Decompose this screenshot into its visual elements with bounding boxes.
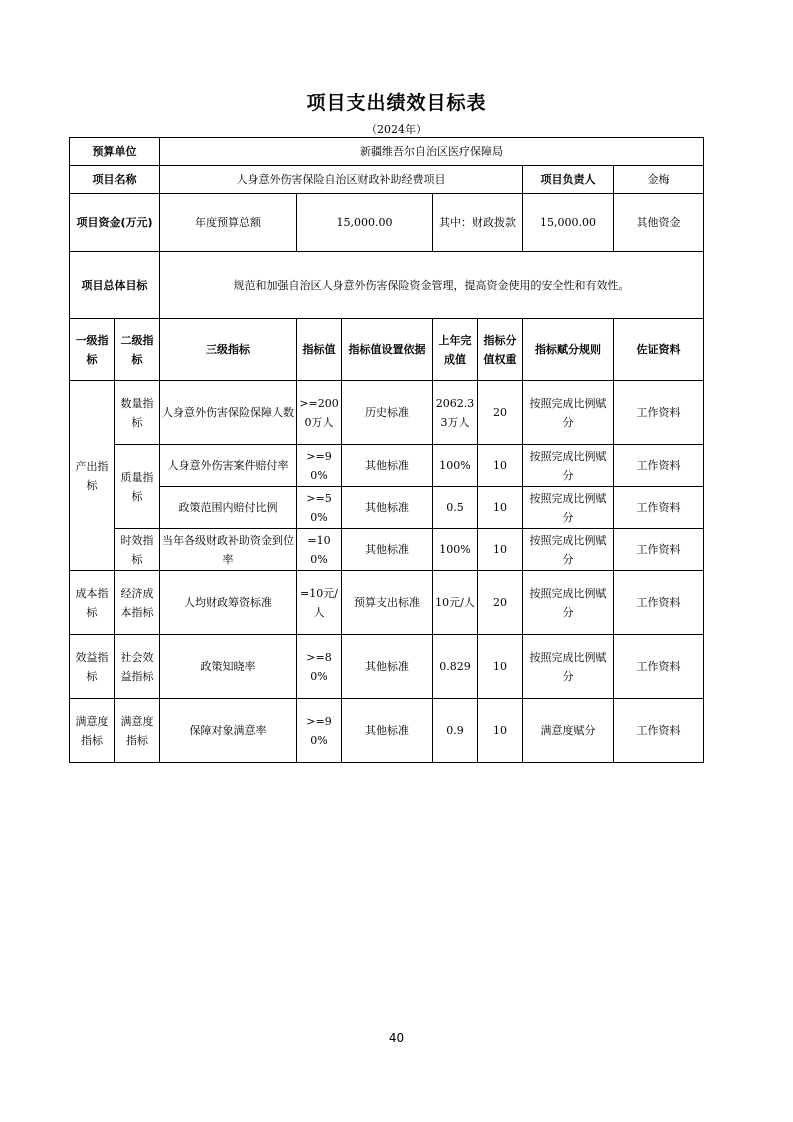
table-row <box>70 635 704 699</box>
indicator-last-year: 100% <box>433 445 478 487</box>
project-name-row <box>70 166 704 194</box>
header-row <box>70 319 704 381</box>
indicator-value: >=2000万人 <box>297 381 342 445</box>
funds-label: 项目资金(万元) <box>70 194 160 252</box>
table-row <box>70 381 704 445</box>
group-output: 产出指标 <box>70 381 115 571</box>
group-economic-cost: 经济成本指标 <box>115 571 160 635</box>
indicator-name: 政策范围内赔付比例 <box>160 487 297 529</box>
header-level1: 一级指标 <box>70 319 115 381</box>
indicator-rule: 按照完成比例赋分 <box>523 381 614 445</box>
overall-goal-label: 项目总体目标 <box>70 252 160 319</box>
indicator-last-year: 2062.33万人 <box>433 381 478 445</box>
table-row <box>70 529 704 571</box>
group-benefit: 效益指标 <box>70 635 115 699</box>
indicator-name: 当年各级财政补助资金到位率 <box>160 529 297 571</box>
indicator-name: 保障对象满意率 <box>160 699 297 763</box>
indicator-weight: 10 <box>478 529 523 571</box>
indicator-name: 人身意外伤害案件赔付率 <box>160 445 297 487</box>
header-value: 指标值 <box>297 319 342 381</box>
indicator-evidence: 工作资料 <box>614 381 704 445</box>
budget-unit-row <box>70 138 704 166</box>
group-timeliness: 时效指标 <box>115 529 160 571</box>
indicator-evidence: 工作资料 <box>614 445 704 487</box>
indicator-last-year: 0.5 <box>433 487 478 529</box>
indicator-basis: 其他标准 <box>342 529 433 571</box>
indicator-weight: 10 <box>478 635 523 699</box>
indicator-rule: 满意度赋分 <box>523 699 614 763</box>
indicator-weight: 20 <box>478 571 523 635</box>
indicator-weight: 10 <box>478 487 523 529</box>
header-level3: 三级指标 <box>160 319 297 381</box>
indicator-value: >=90% <box>297 699 342 763</box>
indicator-weight: 10 <box>478 445 523 487</box>
indicator-evidence: 工作资料 <box>614 487 704 529</box>
indicator-basis: 其他标准 <box>342 635 433 699</box>
table-row <box>70 699 704 763</box>
indicator-last-year: 0.9 <box>433 699 478 763</box>
table-row <box>70 487 704 529</box>
indicator-evidence: 工作资料 <box>614 699 704 763</box>
indicator-name: 政策知晓率 <box>160 635 297 699</box>
project-name-label: 项目名称 <box>70 166 160 194</box>
indicator-rule: 按照完成比例赋分 <box>523 571 614 635</box>
indicator-evidence: 工作资料 <box>614 529 704 571</box>
fiscal-value: 15,000.00 <box>523 194 614 252</box>
budget-unit-label: 预算单位 <box>70 138 160 166</box>
indicator-weight: 10 <box>478 699 523 763</box>
overall-goal-value: 规范和加强自治区人身意外伤害保险资金管理，提高资金使用的安全性和有效性。 <box>160 252 704 319</box>
header-weight: 指标分值权重 <box>478 319 523 381</box>
budget-unit-value: 新疆维吾尔自治区医疗保障局 <box>160 138 704 166</box>
project-name-value: 人身意外伤害保险自治区财政补助经费项目 <box>160 166 523 194</box>
group-satisfaction-sub: 满意度指标 <box>115 699 160 763</box>
table-row <box>70 445 704 487</box>
leader-label: 项目负责人 <box>523 166 614 194</box>
indicator-basis: 其他标准 <box>342 445 433 487</box>
indicator-basis: 其他标准 <box>342 699 433 763</box>
funds-row <box>70 194 704 252</box>
annual-total-label: 年度预算总额 <box>160 194 297 252</box>
indicator-basis: 其他标准 <box>342 487 433 529</box>
indicator-basis: 历史标准 <box>342 381 433 445</box>
indicator-value: >=50% <box>297 487 342 529</box>
indicator-evidence: 工作资料 <box>614 635 704 699</box>
indicator-name: 人身意外伤害保险保障人数 <box>160 381 297 445</box>
header-evidence: 佐证资料 <box>614 319 704 381</box>
indicator-value: >=90% <box>297 445 342 487</box>
other-funds-label: 其他资金 <box>614 194 704 252</box>
header-rule: 指标赋分规则 <box>523 319 614 381</box>
group-cost: 成本指标 <box>70 571 115 635</box>
group-quality: 质量指标 <box>115 445 160 529</box>
group-satisfaction: 满意度指标 <box>70 699 115 763</box>
leader-value: 金梅 <box>614 166 704 194</box>
annual-total-value: 15,000.00 <box>297 194 433 252</box>
indicator-weight: 20 <box>478 381 523 445</box>
performance-table <box>69 137 704 763</box>
indicator-value: =100% <box>297 529 342 571</box>
group-social-benefit: 社会效益指标 <box>115 635 160 699</box>
table-row <box>70 571 704 635</box>
header-basis: 指标值设置依据 <box>342 319 433 381</box>
fiscal-label: 其中：财政拨款 <box>433 194 523 252</box>
indicator-last-year: 10元/人 <box>433 571 478 635</box>
page-number: 40 <box>388 1031 405 1045</box>
header-last-year: 上年完成值 <box>433 319 478 381</box>
overall-goal-row <box>70 252 704 319</box>
indicator-basis: 预算支出标准 <box>342 571 433 635</box>
indicator-value: >=80% <box>297 635 342 699</box>
indicator-last-year: 0.829 <box>433 635 478 699</box>
page-title: 项目支出绩效目标表 <box>306 92 487 114</box>
group-quantity: 数量指标 <box>115 381 160 445</box>
year-label: （2024年） <box>366 123 427 136</box>
indicator-rule: 按照完成比例赋分 <box>523 445 614 487</box>
indicator-rule: 按照完成比例赋分 <box>523 487 614 529</box>
indicator-rule: 按照完成比例赋分 <box>523 635 614 699</box>
indicator-name: 人均财政筹资标准 <box>160 571 297 635</box>
indicator-evidence: 工作资料 <box>614 571 704 635</box>
indicator-last-year: 100% <box>433 529 478 571</box>
indicator-value: =10元/人 <box>297 571 342 635</box>
indicator-rule: 按照完成比例赋分 <box>523 529 614 571</box>
header-level2: 二级指标 <box>115 319 160 381</box>
